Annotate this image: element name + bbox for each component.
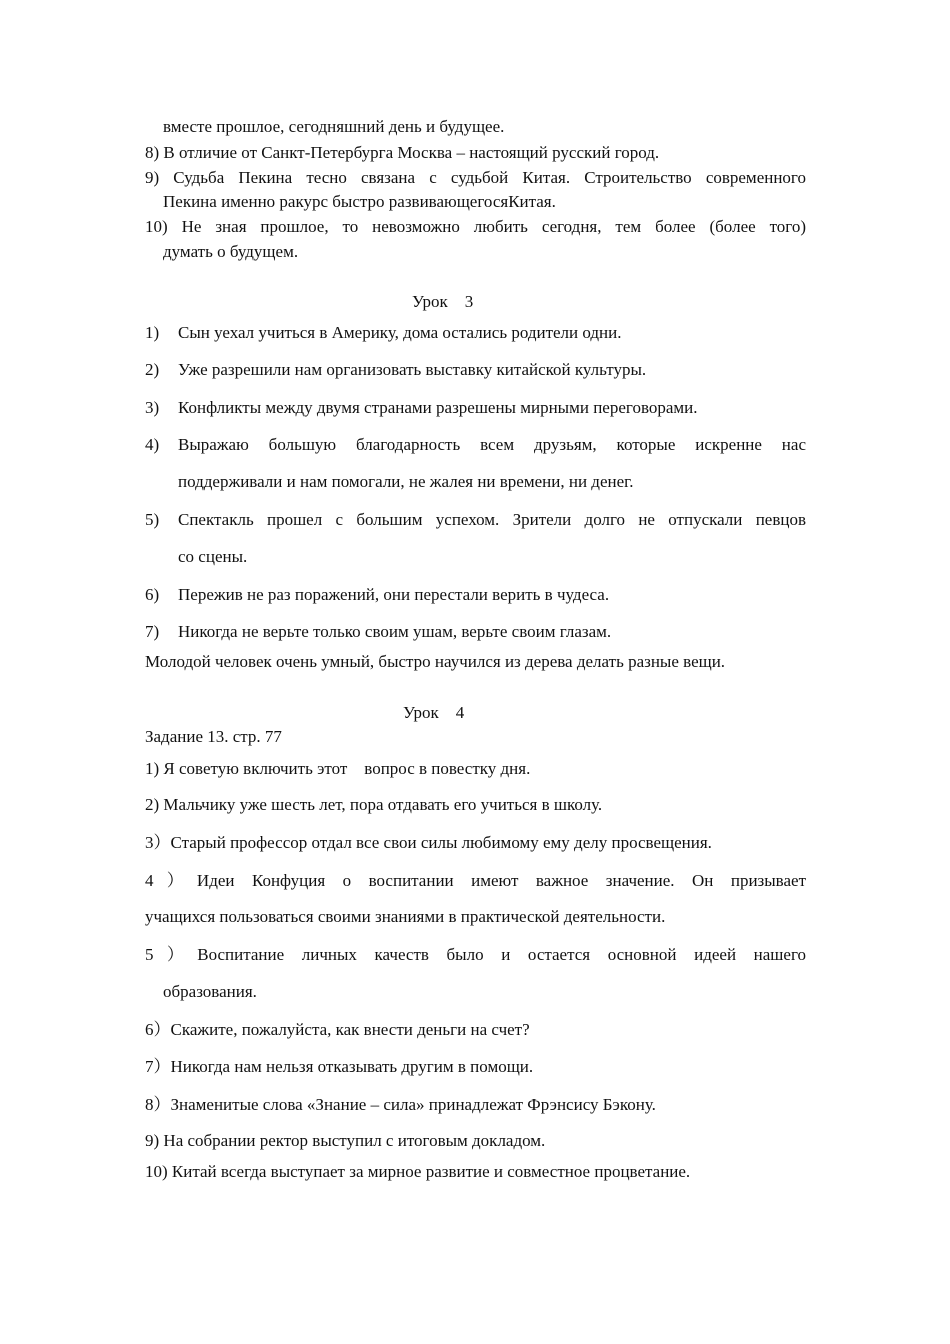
lesson3-item-text: Выражаю большую благодарность всем друзьям, которые искренне нас xyxy=(178,435,806,454)
lesson4-item: 3）Старый профессор отдал все свои силы любимому ему делу просвещения. xyxy=(145,833,712,852)
lesson4-item: 2) Мальчику уже шесть лет, пора отдавать его учиться в школу. xyxy=(145,795,603,814)
lesson3-extra-sentence: Молодой человек очень умный, быстро научился из дерева делать разные вещи. xyxy=(145,652,726,671)
lesson3-item-num: 4) xyxy=(145,435,160,454)
prev-item10-line2: думать о будущем. xyxy=(163,242,299,261)
lesson4-item-cont: учащихся пользоваться своими знаниями в практической деятельности. xyxy=(145,907,666,926)
lesson3-item-num: 6) xyxy=(145,585,160,604)
lesson4-item: 5）Воспитание личных качеств было и остается основной идеей нашего xyxy=(145,945,806,964)
lesson3-item-text: Пережив не раз поражений, они перестали верить в чудеса. xyxy=(178,585,610,604)
lesson3-title: Урок 3 xyxy=(412,292,474,311)
lesson3-item-text: Конфликты между двумя странами разрешены мирными переговорами. xyxy=(178,398,698,417)
lesson3-item-text-cont: поддерживали и нам помогали, не жалея ни времени, ни денег. xyxy=(178,472,634,491)
lesson4-item: 1) Я советую включить этот вопрос в повестку дня. xyxy=(145,759,531,778)
prev-item8: 8) В отличие от Санкт-Петербурга Москва – настоящий русский город. xyxy=(145,143,660,162)
prev-item9-line2: Пекина именно ракурс быстро развивающегосяКитая. xyxy=(163,192,556,211)
lesson4-item: 10) Китай всегда выступает за мирное развитие и совместное процветание. xyxy=(145,1162,691,1181)
lesson4-title: Урок 4 xyxy=(403,703,465,722)
lesson3-item-text: Никогда не верьте только своим ушам, верьте своим глазам. xyxy=(178,622,612,641)
lesson4-item: 9) На собрании ректор выступил с итоговым докладом. xyxy=(145,1131,546,1150)
lesson3-item-text: Уже разрешили нам организовать выставку китайской культуры. xyxy=(178,360,647,379)
lesson3-item-text-cont: со сцены. xyxy=(178,547,248,566)
prev-item9-line1: 9) Судьба Пекина тесно связана с судьбой Китая. Строительство современного xyxy=(145,168,806,187)
lesson3-item-text: Спектакль прошел с большим успехом. Зрители долго не отпускали певцов xyxy=(178,510,806,529)
lesson3-item-num: 3) xyxy=(145,398,160,417)
lesson4-item: 4）Идеи Конфуция о воспитании имеют важное значение. Он призывает xyxy=(145,871,806,890)
lesson3-item-num: 2) xyxy=(145,360,160,379)
lesson3-item-num: 7) xyxy=(145,622,160,641)
lesson3-item-num: 5) xyxy=(145,510,160,529)
lesson4-item: 6）Скажите, пожалуйста, как внести деньги на счет? xyxy=(145,1020,530,1039)
lesson3-item-text: Сын уехал учиться в Америку, дома остались родители одни. xyxy=(178,323,622,342)
lesson4-item: 7）Никогда нам нельзя отказывать другим в помощи. xyxy=(145,1057,534,1076)
prev-item7-tail: вместе прошлое, сегодняшний день и будущее. xyxy=(163,117,505,136)
lesson4-item: 8）Знаменитые слова «Знание – сила» принадлежат Фрэнсису Бэкону. xyxy=(145,1095,656,1114)
lesson4-task: Задание 13. стр. 77 xyxy=(145,727,282,746)
lesson3-item-num: 1) xyxy=(145,323,160,342)
lesson4-item-cont: образования. xyxy=(163,982,257,1001)
prev-item10-line1: 10) Не зная прошлое, то невозможно любить сегодня, тем более (более того) xyxy=(145,217,806,236)
